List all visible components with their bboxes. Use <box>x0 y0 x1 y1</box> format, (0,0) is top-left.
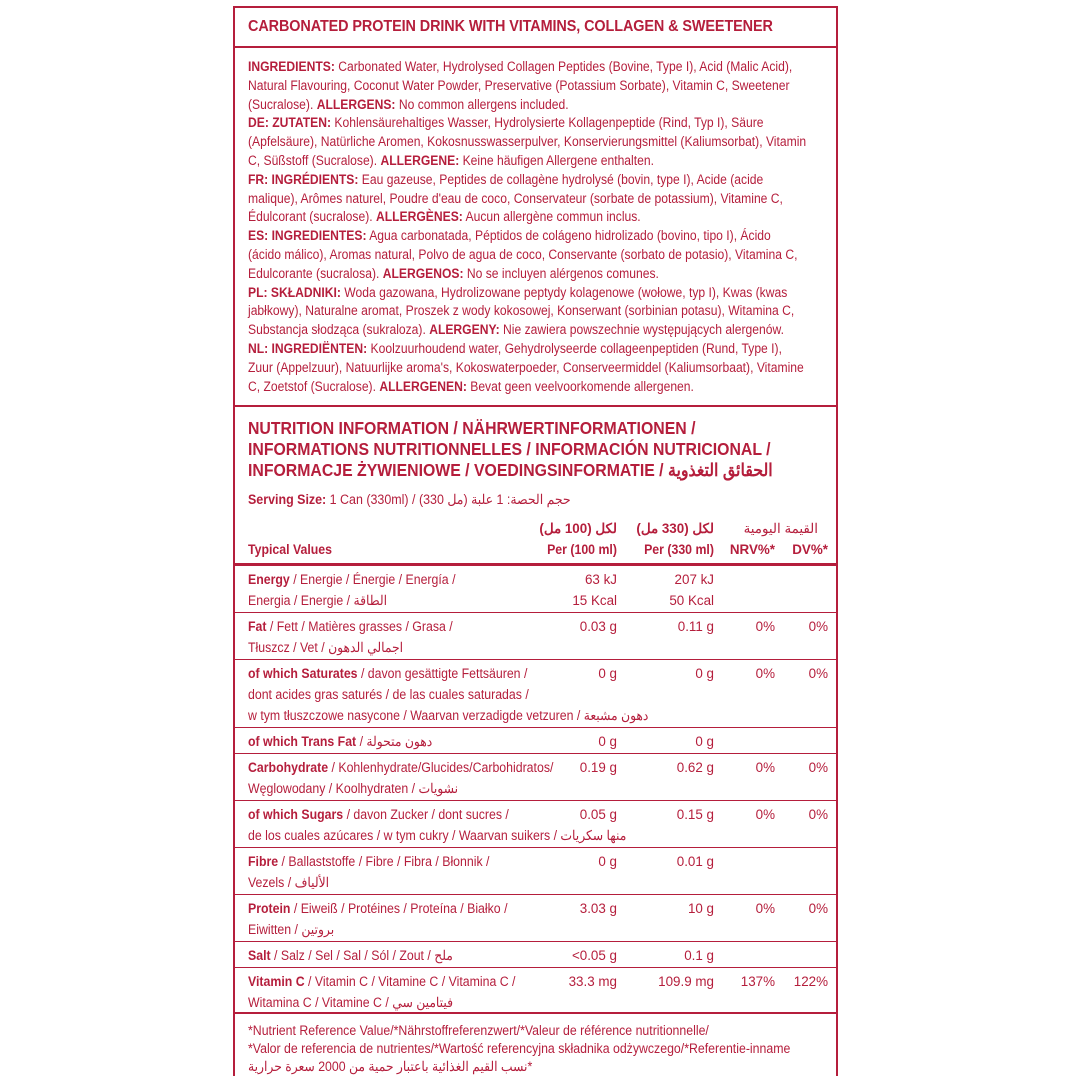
header-per330-arabic: لكل (330 مل) <box>636 521 714 536</box>
nutrient-name: Vitamin C <box>248 974 305 989</box>
nutrient-label-line <box>248 898 552 919</box>
dv-percent: 0% <box>808 666 828 681</box>
footnote-line: *Valor de referencia de nutrientes/*Wartość referencyjna składnika odżywczego/*Referentie-inname <box>248 1041 791 1056</box>
nutrient-value: 109.9 mg <box>658 974 714 989</box>
ingredients-heading: ALLERGÈNES: <box>375 209 463 225</box>
nutrient-translations: / Kohlenhydrate/Glucides/Carbohidratos/ <box>328 760 554 775</box>
ingredients-text: Substancja słodząca (sukraloza). <box>248 322 430 338</box>
ingredients-heading: INGREDIENTS: <box>248 59 335 74</box>
nutrient-translations: / Vitamin C / Vitamine C / Vitamina C / <box>304 974 516 989</box>
value-per-100ml <box>598 851 617 872</box>
footnote <box>248 1022 790 1076</box>
value-per-330ml <box>695 663 714 684</box>
ingredients-heading: NL: INGREDIËNTEN: <box>248 340 368 356</box>
table-row <box>248 800 830 847</box>
nutrient-value: 50 Kcal <box>669 593 714 608</box>
ingredients-line <box>248 227 827 246</box>
nutrient-label <box>248 757 552 799</box>
header-typical-values: Typical Values <box>248 542 333 557</box>
value-per-100ml <box>569 971 617 992</box>
table-header <box>248 521 830 561</box>
product-title: CARBONATED PROTEIN DRINK WITH VITAMINS, COLLAGEN & SWEETENER <box>248 18 773 35</box>
nutrient-value: 63 kJ <box>584 572 617 587</box>
nutrient-label <box>248 569 552 611</box>
value-per-330ml <box>684 945 714 966</box>
ingredients-text: (ácido málico), Aromas natural, Polvo de agua de coco, Conservante (sorbato de potasio), Vitamina C, <box>248 246 798 262</box>
nutrient-translations: Eiwitten / بروتين <box>248 922 335 937</box>
nutrient-label-line <box>248 569 552 590</box>
nutrient-translations: Energia / Energie / الطاقة <box>248 593 388 608</box>
nutrient-label-line <box>248 945 552 966</box>
ingredients-line <box>248 321 827 340</box>
dv-percent: 0% <box>808 901 828 916</box>
ingredients-text: Kohlensäurehaltiges Wasser, Hydrolysierte Kollagenpeptide (Rind, Typ I), Säure <box>331 115 764 131</box>
nutrient-value: 0 g <box>598 666 617 681</box>
nutrition-label <box>233 6 838 1076</box>
nutrient-value: 0.62 g <box>676 760 714 775</box>
nutrient-value: 0.03 g <box>579 619 617 634</box>
header-nrv: NRV%* <box>729 542 775 557</box>
nutrient-label-line <box>248 590 552 611</box>
ingredients-line <box>248 77 827 96</box>
ingredients-text: Edulcorante (sucralosa). <box>248 265 383 281</box>
nutrient-value: 15 Kcal <box>572 593 617 608</box>
table-row <box>248 847 830 894</box>
value-per-100ml <box>598 731 617 752</box>
nutrient-label-line <box>248 663 552 684</box>
nutrition-title-line: NUTRITION INFORMATION / NÄHRWERTINFORMATIONEN / <box>248 418 696 438</box>
nrv-percent: 0% <box>755 760 775 775</box>
nutrient-value: 0.11 g <box>677 619 714 634</box>
nutrient-label <box>248 945 552 966</box>
header-per100-arabic: لكل (100 مل) <box>539 521 617 536</box>
nutrient-translations: / Energie / Énergie / Energía / <box>289 572 456 587</box>
ingredients-text: Keine häufigen Allergene enthalten. <box>459 152 654 168</box>
nutrient-name: Fat <box>248 619 267 634</box>
ingredients-text: No common allergens included. <box>395 96 569 112</box>
label-inner <box>248 8 830 1076</box>
ingredients-line <box>248 340 827 359</box>
dv-percent: 122% <box>793 974 828 989</box>
ingredients-text: No se incluyen alérgenos comunes. <box>463 265 659 281</box>
value-per-100ml <box>580 757 617 778</box>
nutrient-translations: / دهون متحولة <box>356 734 433 749</box>
value-per-330ml <box>677 757 714 778</box>
table-row <box>248 894 830 941</box>
ingredients-line <box>248 359 827 378</box>
nrv-percent: 0% <box>755 619 775 634</box>
nutrient-name: Carbohydrate <box>248 760 329 775</box>
nutrient-translations: Vezels / الألياف <box>248 875 330 890</box>
nutrient-label-line <box>248 637 552 658</box>
ingredients-heading: ALLERGENEN: <box>379 378 467 394</box>
ingredients-heading: PL: SKŁADNIKI: <box>248 284 341 300</box>
nutrient-label-line <box>248 971 552 992</box>
value-per-100ml <box>580 898 617 919</box>
nutrient-value: <0.05 g <box>571 948 617 963</box>
nutrient-label-line <box>248 919 552 940</box>
nutrient-name: Protein <box>248 901 291 916</box>
nutrient-value: 3.03 g <box>579 901 617 916</box>
value-per-330ml <box>677 804 714 825</box>
ingredients-text: jabłkowy), Naturalne aromat, Proszek z wody kokosowej, Konserwant (sorbinian potasu), Witamina C, <box>248 303 795 319</box>
value-per-330ml <box>658 971 714 992</box>
header-dv: DV%* <box>792 542 828 557</box>
value-per-330ml <box>678 616 714 637</box>
nutrient-translations: Węglowodany / Koolhydraten / نشويات <box>248 781 459 796</box>
nutrient-name: of which Saturates <box>248 666 358 681</box>
table-row <box>248 659 830 727</box>
nutrient-label-line <box>248 851 552 872</box>
value-per-330ml <box>695 731 714 752</box>
nutrient-label <box>248 731 552 752</box>
nutrient-label-line <box>248 804 552 825</box>
serving-size <box>248 492 571 508</box>
title-divider <box>235 46 836 48</box>
nutrient-translations: / davon gesättigte Fettsäuren / <box>357 666 528 681</box>
ingredients-heading: ALERGENY: <box>429 322 500 338</box>
nutrition-title-line: INFORMATIONS NUTRITIONNELLES / INFORMACIÓN NUTRICIONAL / <box>248 439 771 459</box>
nutrient-label-line <box>248 992 552 1013</box>
ingredients-text: Zuur (Appelzuur), Natuurlijke aroma's, Kokoswaterpoeder, Conserveermiddel (Kaliumsorbaat), Vitamine <box>248 359 804 375</box>
ingredients-heading: ALLERGENE: <box>380 152 460 168</box>
nutrient-value: 10 g <box>687 901 714 916</box>
footnote-line: *نسب القيم الغذائية باعتبار حمية من 2000 سعرة حرارية <box>248 1059 533 1074</box>
ingredients-text: malique), Arômes naturel, Poudre d'eau de coco, Conservateur (sorbate de potassium), Vitamine C, <box>248 190 783 206</box>
ingredients-line <box>248 133 827 152</box>
ingredients-text: Koolzuurhoudend water, Gehydrolyseerde collageenpeptiden (Rund, Type I), <box>367 340 782 356</box>
ingredients-line <box>248 284 827 303</box>
nutrient-translations: / Salz / Sel / Sal / Sól / Zout / ملح <box>270 948 453 963</box>
ingredients-line <box>248 190 827 209</box>
nutrient-value: 0.15 g <box>676 807 714 822</box>
nutrient-translations: dont acides gras saturés / de las cuales saturadas / <box>248 687 529 702</box>
ingredients-block <box>248 58 827 396</box>
nutrient-label-line <box>248 731 552 752</box>
nutrient-label-line <box>248 825 627 846</box>
ingredients-heading: ES: INGREDIENTES: <box>248 228 367 244</box>
nutrition-title <box>248 418 773 481</box>
dv-percent: 0% <box>808 807 828 822</box>
dv-percent: 0% <box>808 760 828 775</box>
value-per-330ml <box>677 851 714 872</box>
table-row <box>248 967 830 1014</box>
nutrient-label <box>248 898 552 940</box>
nutrient-value: 0 g <box>695 666 714 681</box>
header-per330: Per (330 ml) <box>644 542 714 557</box>
table-row <box>248 727 830 753</box>
value-per-330ml <box>669 569 714 611</box>
ingredients-heading: FR: INGRÉDIENTS: <box>248 171 359 187</box>
nutrient-label-line <box>248 705 649 726</box>
nutrition-title-line: INFORMACJE ŻYWIENIOWE / VOEDINGSINFORMATIE / الحقائق التغذوية <box>248 460 773 480</box>
nutrient-label-line <box>248 757 552 778</box>
nutrient-translations: w tym tłuszczowe nasycone / Waarvan verzadigde vetzuren / دهون مشبعة <box>248 708 649 723</box>
value-per-100ml <box>580 616 617 637</box>
ingredients-text: Bevat geen veelvoorkomende allergenen. <box>466 378 694 394</box>
nutrient-name: Fibre <box>248 854 279 869</box>
nutrient-label <box>248 971 552 1013</box>
ingredients-text: Carbonated Water, Hydrolysed Collagen Peptides (Bovine, Type I), Acid (Malic Acid), <box>334 59 793 74</box>
ingredients-line <box>248 265 827 284</box>
footnote-line: *Nutrient Reference Value/*Nährstoffreferenzwert/*Valeur de référence nutritionnelle/ <box>248 1023 709 1038</box>
ingredients-text: Eau gazeuse, Peptides de collagène hydrolysé (bovin, type I), Acide (acide <box>358 171 764 187</box>
nrv-percent: 137% <box>740 974 775 989</box>
ingredients-line <box>248 246 827 265</box>
nutrient-name: of which Sugars <box>248 807 344 822</box>
table-row <box>248 565 830 612</box>
nutrient-name: Energy <box>248 572 290 587</box>
ingredients-heading: ALERGENOS: <box>382 265 464 281</box>
value-per-100ml <box>572 945 617 966</box>
nutrient-translations: de los cuales azúcares / w tym cukry / Waarvan suikers / منها سكريات <box>248 828 627 843</box>
nutrient-label-line <box>248 872 552 893</box>
nutrient-value: 207 kJ <box>674 572 714 587</box>
table-row <box>248 612 830 659</box>
nutrient-label-line <box>248 616 552 637</box>
nutrient-label-line <box>248 778 552 799</box>
ingredients-text: Natural Flavouring, Coconut Water Powder, Preservative (Potassium Sorbate), Vitamin C, Sweetener <box>248 77 790 93</box>
nutrient-translations: Witamina C / Vitamine C / فيتامين سي <box>248 995 454 1010</box>
serving-size-label: Serving Size: <box>248 492 327 507</box>
nutrient-value: 0.05 g <box>579 807 617 822</box>
nutrient-value: 0.19 g <box>579 760 617 775</box>
ingredients-text: Édulcorant (sucralose). <box>248 209 376 225</box>
nutrient-value: 0 g <box>598 854 617 869</box>
ingredients-text: Nie zawiera powszechnie występujących alergenów. <box>499 322 784 338</box>
nutrient-label <box>248 851 552 893</box>
ingredients-line <box>248 58 827 77</box>
ingredients-line <box>248 208 827 227</box>
serving-size-value: 1 Can (330ml) / (330 مل) حجم الحصة: 1 علبة <box>326 492 571 507</box>
ingredients-divider <box>235 405 836 407</box>
ingredients-line <box>248 302 827 321</box>
nutrient-value: 0.01 g <box>676 854 714 869</box>
table-bottom-divider <box>235 1012 836 1014</box>
ingredients-heading: DE: ZUTATEN: <box>248 115 332 131</box>
ingredients-heading: ALLERGENS: <box>316 96 396 112</box>
ingredients-text: C, Zoetstof (Sucralose). <box>248 378 380 394</box>
nutrient-value: 0 g <box>598 734 617 749</box>
ingredients-text: (Apfelsäure), Natürliche Aromen, Kokosnusswasserpulver, Konservierungsmittel (Kaliumsorbat), Vitamin <box>248 134 807 150</box>
nrv-percent: 0% <box>755 807 775 822</box>
nutrient-translations: / davon Zucker / dont sucres / <box>343 807 509 822</box>
nutrient-translations: Tłuszcz / Vet / اجمالي الدهون <box>248 640 404 655</box>
value-per-100ml <box>572 569 617 611</box>
ingredients-text: C, Süßstoff (Sucralose). <box>248 152 381 168</box>
table-row <box>248 753 830 800</box>
ingredients-text: Woda gazowana, Hydrolizowane peptydy kolagenowe (wołowe, typ I), Kwas (kwas <box>340 284 788 300</box>
nutrient-value: 33.3 mg <box>568 974 617 989</box>
nutrient-value: 0 g <box>695 734 714 749</box>
nutrient-translations: / Fett / Matières grasses / Grasa / <box>266 619 453 634</box>
nutrient-label <box>248 616 552 658</box>
nutrient-name: Salt <box>248 948 271 963</box>
nutrient-translations: / Eiweiß / Protéines / Proteína / Białko / <box>290 901 508 916</box>
value-per-330ml <box>688 898 714 919</box>
nutrient-value: 0.1 g <box>684 948 714 963</box>
ingredients-line <box>248 171 827 190</box>
ingredients-text: Agua carbonatada, Péptidos de colágeno hidrolizado (bovino, tipo I), Ácido <box>366 228 771 244</box>
value-per-100ml <box>598 663 617 684</box>
nutrient-label-line <box>248 684 552 705</box>
dv-percent: 0% <box>808 619 828 634</box>
header-per100: Per (100 ml) <box>547 542 617 557</box>
nutrient-translations: / Ballaststoffe / Fibre / Fibra / Błonnik / <box>278 854 490 869</box>
nrv-percent: 0% <box>755 901 775 916</box>
header-daily-value-arabic: القيمة اليومية <box>743 521 818 536</box>
ingredients-line <box>248 152 827 171</box>
value-per-100ml <box>580 804 617 825</box>
nutrient-name: of which Trans Fat <box>248 734 357 749</box>
nrv-percent: 0% <box>755 666 775 681</box>
table-row <box>248 941 830 967</box>
ingredients-text: (Sucralose). <box>248 96 317 112</box>
ingredients-line <box>248 96 827 115</box>
ingredients-line <box>248 378 827 397</box>
ingredients-line <box>248 114 827 133</box>
ingredients-text: Aucun allergène commun inclus. <box>462 209 641 225</box>
